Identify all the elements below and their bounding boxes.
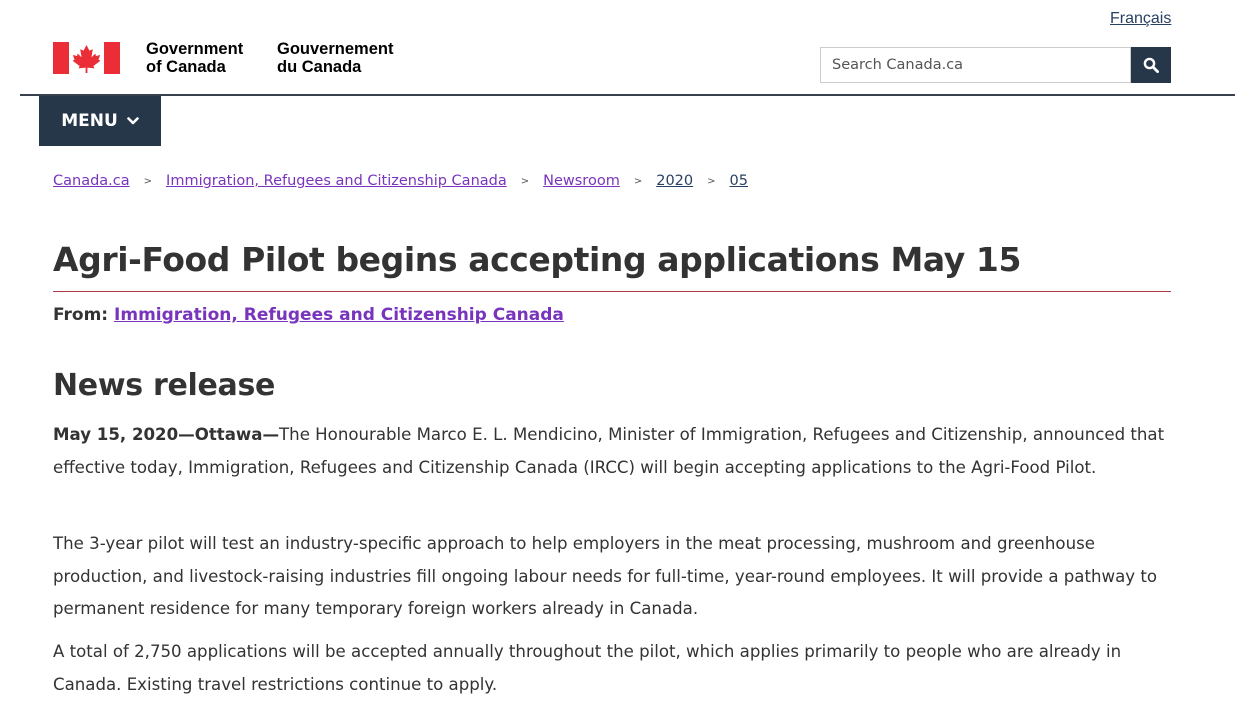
breadcrumb-separator: > — [520, 175, 530, 187]
paragraph-1-body: The Honourable Marco E. L. Mendicino, Minister of Immigration, Refugees and Citizenship, announced that effective today, Immigration, Refugees and Citizenship Canada (IRCC) will begin accepting applications to the Agri-Food Pilot. — [53, 425, 1165, 477]
breadcrumb-separator: > — [707, 175, 716, 187]
signature-fr-line1: Gouvernement — [277, 40, 394, 58]
search-input[interactable] — [820, 47, 1131, 83]
breadcrumb-year[interactable]: 2020 — [656, 173, 694, 189]
signature-french — [277, 40, 393, 76]
article-paragraph-3: A total of 2,750 applications will be accepted annually throughout the pilot, which applies primarily to people who are already in Canada. Existing travel restrictions continue to apply. — [53, 642, 1122, 694]
signature-en-line2: of Canada — [146, 58, 226, 76]
title-divider — [53, 291, 1171, 292]
chevron-down-icon — [127, 117, 139, 125]
from-department-link[interactable]: Immigration, Refugees and Citizenship Canada — [114, 305, 564, 325]
breadcrumb-newsroom[interactable]: Newsroom — [543, 173, 620, 189]
search-button[interactable] — [1131, 47, 1171, 83]
article-paragraph-1 — [53, 419, 1173, 484]
from-line — [53, 305, 564, 325]
breadcrumb-separator: > — [143, 175, 153, 187]
page-title: Agri-Food Pilot begins accepting applications May 15 — [53, 240, 1022, 279]
search-icon — [1143, 57, 1159, 73]
breadcrumb-separator: > — [633, 175, 643, 187]
header-divider — [20, 94, 1235, 96]
from-label: From: — [53, 305, 109, 325]
breadcrumb — [53, 171, 748, 191]
breadcrumb-ircc[interactable]: Immigration, Refugees and Citizenship Canada — [166, 173, 507, 189]
section-heading: News release — [53, 368, 276, 403]
breadcrumb-canada[interactable]: Canada.ca — [53, 173, 130, 189]
menu-button[interactable] — [39, 96, 161, 146]
menu-label: MENU — [61, 111, 118, 131]
signature-english — [146, 40, 243, 76]
signature-fr-line2: du Canada — [277, 58, 362, 76]
language-toggle-link[interactable]: Français — [1110, 10, 1172, 27]
signature-en-line1: Government — [146, 40, 244, 58]
article-paragraph-2: The 3-year pilot will test an industry-specific approach to help employers in the meat processing, mushroom and greenhouse production, and livestock-raising industries fill ongoing labour needs for full-time, year-round employees. It will provide a pathway to permanent residence for many temporary foreign workers already in Canada. — [53, 534, 1157, 618]
breadcrumb-month[interactable]: 05 — [729, 173, 748, 189]
canada-flag-icon — [53, 42, 120, 74]
dateline: May 15, 2020—Ottawa— — [53, 425, 280, 444]
